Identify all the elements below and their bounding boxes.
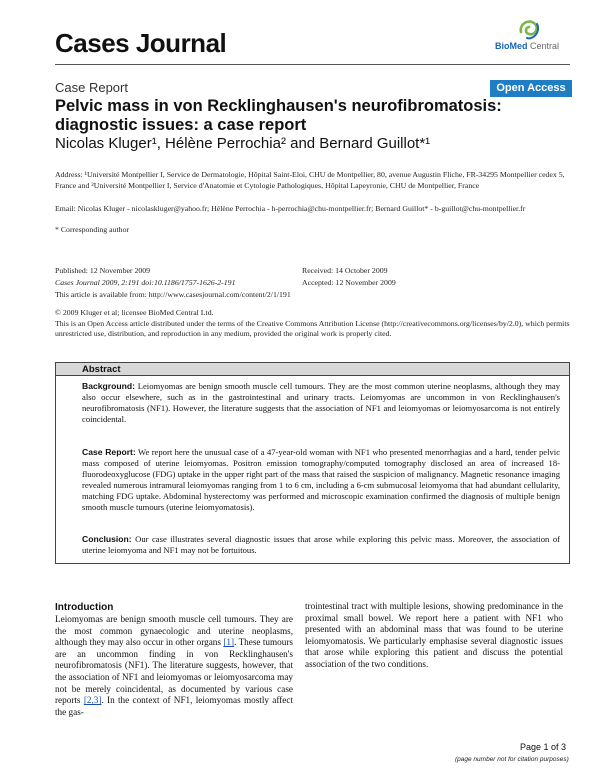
corresponding-note: * Corresponding author	[55, 225, 130, 234]
received-date: Received: 14 October 2009	[302, 266, 388, 275]
biomed-swirl-icon	[517, 18, 541, 40]
author-address: Address: ¹Université Montpellier I, Service de Dermatologie, Hôpital Saint-Eloi, CHU de Montpellier, 80, avenue Augustin Fliche, FR-34295 Montpellier cedex 5, France and ²Université Montpellier I, Service d'Anatomie et Cytologie Pathologiques, Hôpital Lapeyronie, CHU de Montpellier, France	[55, 170, 565, 190]
page-number: Page 1 of 3	[520, 742, 567, 752]
publication-info-left	[55, 266, 295, 302]
abstract-header-bar	[55, 362, 570, 376]
published-date: Published: 12 November 2009	[55, 266, 151, 275]
reference-link-1[interactable]: [1]	[223, 637, 235, 648]
article-url[interactable]: This article is available from: http://www.casesjournal.com/content/2/1/191	[55, 290, 291, 299]
biomed-central-wordmark: BioMed Central	[495, 41, 560, 51]
authors: Nicolas Kluger¹, Hélène Perrochia² and Bernard Guillot*¹	[55, 135, 431, 152]
reference-link-2-3[interactable]: [2,3]	[83, 695, 102, 706]
header-divider	[55, 64, 570, 65]
introduction-right-column: trointestinal tract with multiple lesions, showing predominance in the proximal small bowel. We report here a patient with NF1 who presented with an abdominal mass that was found to be uterine leiomyomatosis. We particularly emphasise several diagnostic issues that arose while exploring this patient and discuss the potential association of the two conditions.	[305, 601, 563, 669]
copyright: © 2009 Kluger et al; licensee BioMed Central Ltd.	[55, 308, 214, 317]
page-number-note: (page number not for citation purposes)	[455, 756, 569, 763]
license[interactable]: This is an Open Access article distributed under the terms of the Creative Commons Attribution License (http://creativecommons.org/licenses/by/2.0), which permits unrestricted use, distribution, and reproduction in any medium, provided the original work is properly cited.	[55, 318, 570, 338]
open-access-badge: Open Access	[490, 80, 572, 97]
abstract-background: Background: Leiomyomas are benign smooth muscle cell tumours. They are the most common uterine neoplasms, although they may also occur elsewhere, such as in the gastrointestinal and urinary tracts. Leiomyomas are uncommon in von Recklinghausen's neurofibromatosis (NF1). However, the literature suggests that the association of NF1 and leiomyomas or leiomyosarcoma is not entirely coincidental.	[82, 381, 560, 424]
citation: Cases Journal 2009, 2:191 doi:10.1186/1757-1626-2-191	[55, 278, 236, 287]
introduction-heading: Introduction	[55, 602, 114, 613]
biomed-central-logo[interactable]	[495, 18, 565, 54]
abstract-case-report: Case Report: We report here the unusual case of a 47-year-old woman with NF1 who presented menorrhagias and a hard, tender pelvic mass composed of uterine leiomyomas. Positron emission tomography/computed tomography disclosed an area of increased 18-fluorodeoxyglucose (FDG) uptake in the upper right part of the mass that raised the suspicion of malignancy. Magnetic resonance imaging revealed numerous intramural leiomyomas ranging from 1 to 6 cm, including a 6-cm submucosal leiomyoma that had abundant cellularity, matching FDG uptake. Abdominal hysterectomy was performed and microscopic examination confirmed the diagnosis of multiple benign smooth muscle tumours (uterine leiomyomatosis).	[82, 447, 561, 512]
abstract-label: Abstract	[82, 364, 121, 375]
publication-info-right	[302, 266, 542, 290]
article-type: Case Report	[55, 80, 128, 95]
introduction-left-column: Leiomyomas are benign smooth muscle cell tumours. They are the most common gynaecologic and uterine neoplasms, although they may also occur in other organs [1]. These tumours are an uncommon finding in von Recklinghausen's neurofibromatosis (NF1). The literature suggests, however, that the association of NF1 and leiomyomas or leiomyosarcoma may not be merely coincidental, as documented by various case reports [2,3]. In the context of NF1, leiomyomas mostly affect the gas-	[55, 614, 294, 717]
journal-title: Cases Journal	[55, 28, 227, 58]
article-title: Pelvic mass in von Recklinghausen's neurofibromatosis: diagnostic issues: a case report	[55, 97, 502, 134]
accepted-date: Accepted: 12 November 2009	[302, 278, 396, 287]
author-emails[interactable]: Email: Nicolas Kluger - nicolaskluger@yahoo.fr; Hélène Perrochia - h-perrochia@chu-montpellier.fr; Bernard Guillot* - b-guillot@chu-montpellier.fr	[55, 204, 526, 213]
abstract-conclusion: Conclusion: Our case illustrates several diagnostic issues that arose while exploring this pelvic mass. Moreover, the association of uterine leiomyoma and NF1 may not be fortuitous.	[82, 534, 560, 555]
copyright-block	[55, 308, 570, 340]
